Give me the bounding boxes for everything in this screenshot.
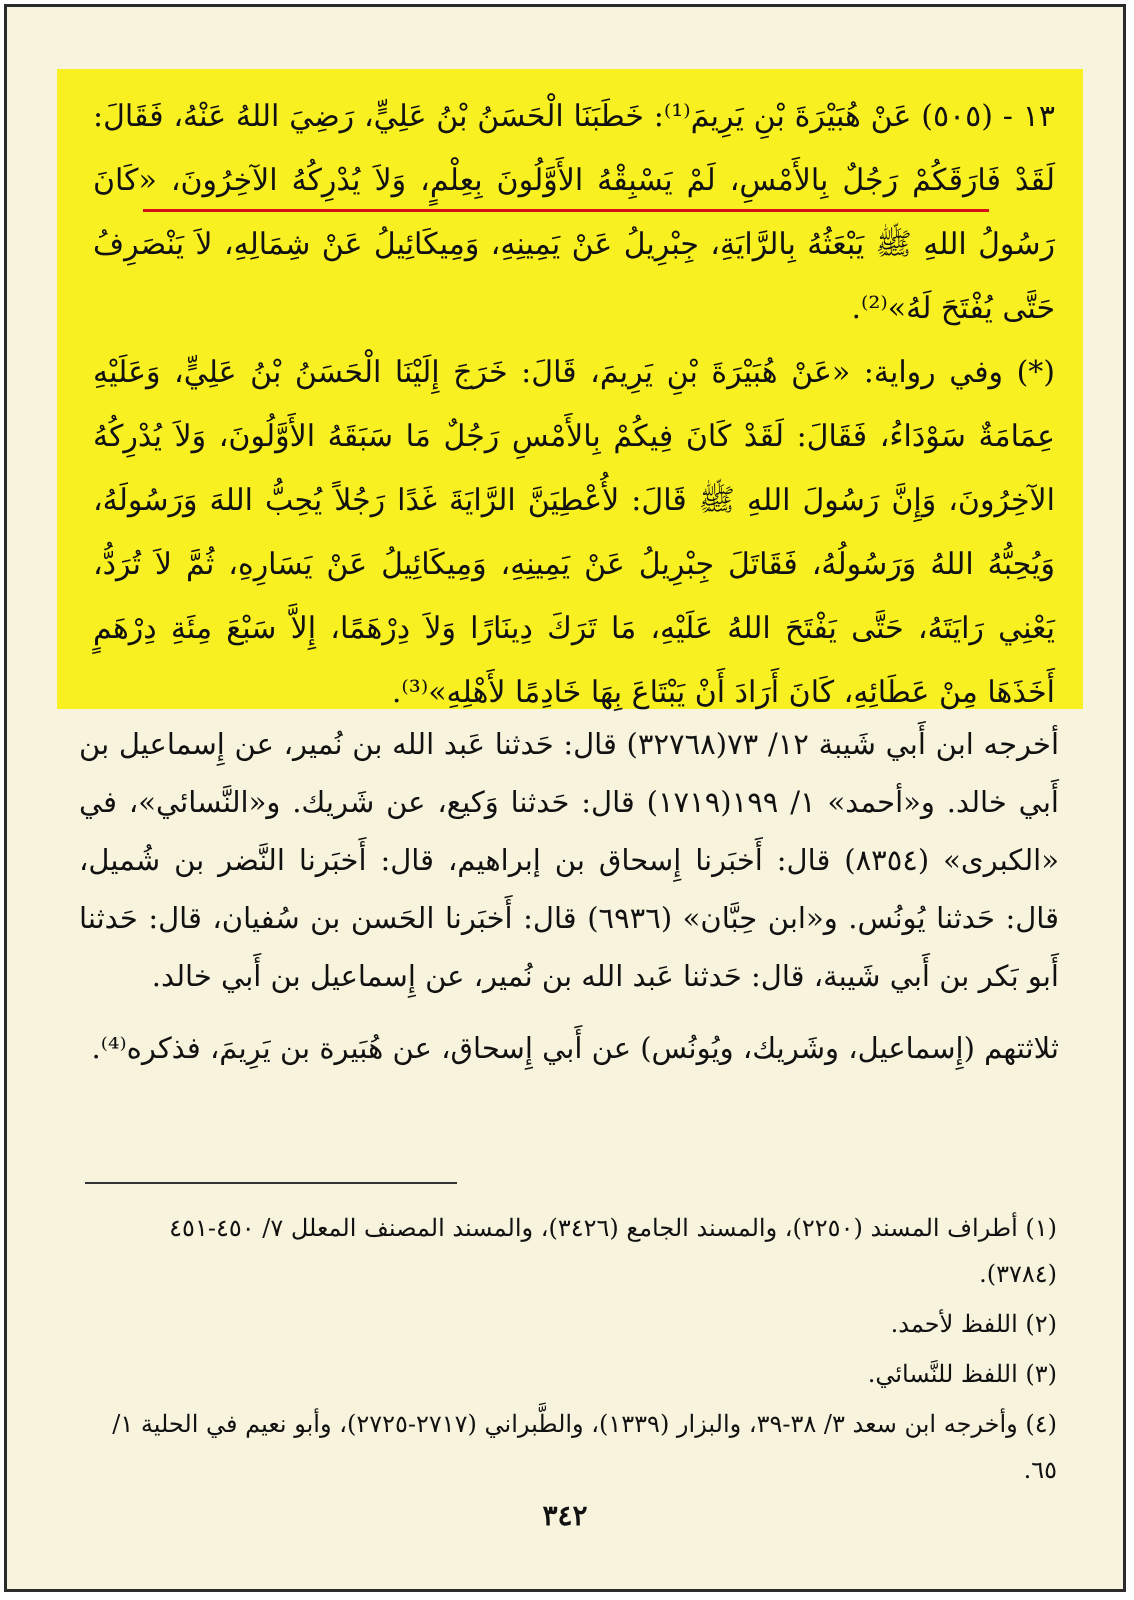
footnotes (87, 1205, 1057, 1497)
footnote-separator (85, 1182, 457, 1184)
hadith-variant-paragraph: (*) وفي رواية: «عَنْ هُبَيْرَةَ بْنِ يَرِيمَ، قَالَ: خَرَجَ إِلَيْنَا الْحَسَنُ بْنُ عَلِيٍّ، وَعَلَيْهِ عِمَامَةٌ سَوْدَاءُ، فَقَالَ: لَقَدْ كَانَ فِيكُمْ بِالأَمْسِ رَجُلٌ مَا سَبَقَهُ الأَوَّلُونَ، وَلاَ يُدْرِكُهُ الآخِرُونَ، وَإِنَّ رَسُولَ اللهِ ﷺ قَالَ: لأُعْطِيَنَّ الرَّايَةَ غَدًا رَجُلاً يُحِبُّ اللهَ وَرَسُولَهُ، وَيُحِبُّهُ اللهُ وَرَسُولُهُ، فَقَاتَلَ جِبْرِيلُ عَنْ يَمِينِهِ، وَمِيكَائِيلُ عَنْ يَسَارِهِ، ثُمَّ لاَ تُرَدُّ، يَعْنِي رَايَتَهُ، حَتَّى يَفْتَحَ اللهُ عَلَيْهِ، مَا تَرَكَ دِينَارًا وَلاَ دِرْهَمًا، إِلاَّ سَبْعَ مِئَةِ دِرْهَمٍ أَخَذَهَا مِنْ عَطَائِهِ، كَانَ أَرَادَ أَنْ يَبْتَاعَ بِهَا خَادِمًا لأَهْلِهِ»⁽³⁾. (93, 355, 1055, 710)
highlighted-hadith (93, 85, 1055, 725)
footnote-3: (٣) اللفظ للنَّسائي. (867, 1360, 1057, 1388)
footnote-2: (٢) اللفظ لأحمد. (890, 1310, 1057, 1338)
hadith-paragraph: ١٣ - (٥٠٥) عَنْ هُبَيْرَةَ بْنِ يَرِيمَ⁽¹⁾: خَطَبَنَا الْحَسَنُ بْنُ عَلِيٍّ، رَضِيَ اللهُ عَنْهُ، فَقَالَ: لَقَدْ فَارَقَكُمْ رَجُلٌ بِالأَمْسِ، لَمْ يَسْبِقْهُ الأَوَّلُونَ بِعِلْمٍ، وَلاَ يُدْرِكُهُ الآخِرُونَ، «كَانَ رَسُولُ اللهِ ﷺ يَبْعَثُهُ بِالرَّايَةِ، جِبْرِيلُ عَنْ يَمِينِهِ، وَمِيكَائِيلُ عَنْ شِمَالِهِ، لاَ يَنْصَرِفُ حَتَّى يُفْتَحَ لَهُ»⁽²⁾. (93, 99, 1055, 326)
takhrij-section (79, 715, 1059, 1077)
footnote-4: (٤) وأخرجه ابن سعد ٣/ ٣٨-٣٩، والبزار (١٣٣٩)، والطَّبراني (٢٧١٧-٢٧٢٥)، وأبو نعيم في الحلية ١/ ٦٥. (112, 1410, 1057, 1484)
takhrij-paragraph: أخرجه ابن أَبي شَيبة ١٢/ ٧٣(٣٢٧٦٨) قال: حَدثنا عَبد الله بن نُمير، عن إِسماعيل بن أَبي خالد. و«أحمد» ١/ ١٩٩(١٧١٩) قال: حَدثنا وَكيع، عن شَريك. و«النَّسائي»، في «الكبرى» (٨٣٥٤) قال: أَخبَرنا إِسحاق بن إبراهيم، قال: أَخبَرنا النَّضر بن شُميل، قال: حَدثنا يُونُس. و«ابن حِبَّان» (٦٩٣٦) قال: أَخبَرنا الحَسن بن سُفيان، قال: حَدثنا أَبو بَكر بن أَبي شَيبة، قال: حَدثنا عَبد الله بن نُمير، عن إِسماعيل بن أَبي خالد. (79, 727, 1059, 993)
takhrij-summary: ثلاثتهم (إِسماعيل، وشَريك، ويُونُس) عن أَبي إِسحاق، عن هُبَيرة بن يَرِيمَ، فذكره⁽⁴⁾. (91, 1031, 1059, 1065)
page-number: ٣٤٢ (542, 1499, 588, 1532)
book-page (4, 4, 1126, 1592)
footnote-1: (١) أطراف المسند (٢٢٥٠)، والمسند الجامع (٣٤٢٦)، والمسند المصنف المعلل ٧/ ٤٥٠-٤٥١ (٣٧٨٤). (169, 1214, 1057, 1288)
